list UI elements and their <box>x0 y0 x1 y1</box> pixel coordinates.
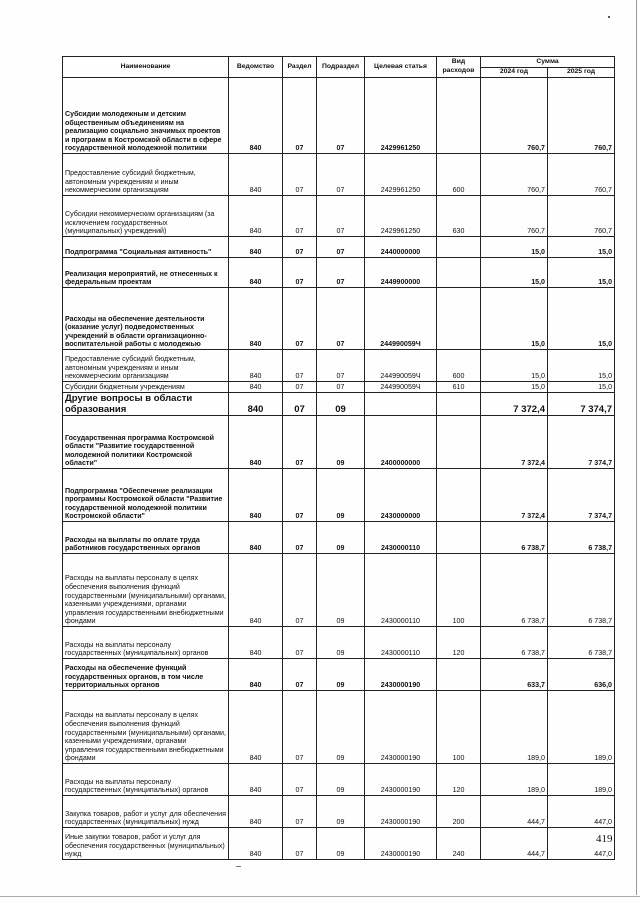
table-row <box>63 796 615 828</box>
row-target: 244990059Ч <box>365 350 437 382</box>
row-kind <box>437 78 481 154</box>
row-name: Расходы на выплаты персоналу в целях обеспечения выполнения функций государственными (муниципальными) органами, казенными учреждениями, органами управления государственными внебюджетными фондами <box>63 691 229 764</box>
header-year-2025: 2025 год <box>548 68 615 78</box>
row-name: Расходы на выплаты по оплате труда работников государственных органов <box>63 522 229 554</box>
table-row <box>63 659 615 691</box>
row-target: 244990059Ч <box>365 382 437 393</box>
table-row <box>63 258 615 288</box>
row-sum-2024: 6 738,7 <box>481 627 548 659</box>
row-dept: 840 <box>229 627 283 659</box>
header-year-2024: 2024 год <box>481 68 548 78</box>
row-dept: 840 <box>229 796 283 828</box>
row-dept: 840 <box>229 154 283 196</box>
row-sum-2024: 15,0 <box>481 350 548 382</box>
row-sum-2024: 760,7 <box>481 78 548 154</box>
row-dept: 840 <box>229 554 283 627</box>
row-dept: 840 <box>229 691 283 764</box>
header-section: Раздел <box>283 57 317 78</box>
row-kind: 100 <box>437 691 481 764</box>
row-sum-2024: 189,0 <box>481 764 548 796</box>
row-subsection: 07 <box>317 258 365 288</box>
row-target: 2430000190 <box>365 796 437 828</box>
row-kind: 100 <box>437 554 481 627</box>
header-dept: Ведомство <box>229 57 283 78</box>
row-kind: 600 <box>437 154 481 196</box>
table-row <box>63 627 615 659</box>
row-target: 2430000110 <box>365 554 437 627</box>
row-sum-2024: 15,0 <box>481 288 548 350</box>
row-section: 07 <box>283 350 317 382</box>
row-dept: 840 <box>229 469 283 522</box>
row-target: 2430000000 <box>365 469 437 522</box>
row-section: 07 <box>283 237 317 258</box>
table-row <box>63 691 615 764</box>
table-row <box>63 416 615 469</box>
row-section: 07 <box>283 627 317 659</box>
row-dept: 840 <box>229 237 283 258</box>
row-section: 07 <box>283 554 317 627</box>
header-subsection: Подраздел <box>317 57 365 78</box>
row-target: 2430000190 <box>365 691 437 764</box>
row-target: 2429961250 <box>365 78 437 154</box>
scan-mark <box>236 866 241 867</box>
row-sum-2024: 7 372,4 <box>481 393 548 416</box>
table-row <box>63 237 615 258</box>
row-sum-2025: 15,0 <box>548 237 615 258</box>
row-sum-2024: 7 372,4 <box>481 416 548 469</box>
row-name: Закупка товаров, работ и услуг для обеспечения государственных (муниципальных) нужд <box>63 796 229 828</box>
row-sum-2025: 15,0 <box>548 350 615 382</box>
row-target: 2400000000 <box>365 416 437 469</box>
row-target: 244990059Ч <box>365 288 437 350</box>
table-row <box>63 78 615 154</box>
row-section: 07 <box>283 828 317 860</box>
row-sum-2024: 189,0 <box>481 691 548 764</box>
row-sum-2025: 760,7 <box>548 196 615 237</box>
row-dept: 840 <box>229 196 283 237</box>
row-section: 07 <box>283 288 317 350</box>
page-number: 419 <box>596 833 613 845</box>
row-section: 07 <box>283 258 317 288</box>
row-name: Подпрограмма "Социальная активность" <box>63 237 229 258</box>
row-section: 07 <box>283 382 317 393</box>
row-name: Расходы на обеспечение функций государственных органов, в том числе территориальных органов <box>63 659 229 691</box>
row-name: Иные закупки товаров, работ и услуг для обеспечения государственных (муниципальных) нужд <box>63 828 229 860</box>
row-dept: 840 <box>229 522 283 554</box>
row-sum-2024: 15,0 <box>481 382 548 393</box>
row-target: 2429961250 <box>365 196 437 237</box>
row-subsection: 09 <box>317 416 365 469</box>
row-kind <box>437 393 481 416</box>
row-sum-2024: 633,7 <box>481 659 548 691</box>
row-sum-2025: 760,7 <box>548 78 615 154</box>
row-sum-2024: 15,0 <box>481 258 548 288</box>
row-name: Государственная программа Костромской области "Развитие государственной молодежной политики Костромской области" <box>63 416 229 469</box>
table-row <box>63 382 615 393</box>
row-sum-2024: 7 372,4 <box>481 469 548 522</box>
row-subsection: 07 <box>317 288 365 350</box>
row-section: 07 <box>283 154 317 196</box>
row-sum-2025: 447,0 <box>548 828 615 860</box>
row-target: 2430000110 <box>365 627 437 659</box>
row-name: Расходы на выплаты персоналу в целях обеспечения выполнения функций государственными (муниципальными) органами, казенными учреждениями, органами управления государственными внебюджетными фондами <box>63 554 229 627</box>
row-kind: 120 <box>437 764 481 796</box>
row-sum-2025: 7 374,7 <box>548 393 615 416</box>
row-section: 07 <box>283 659 317 691</box>
row-kind: 600 <box>437 350 481 382</box>
row-target: 2430000190 <box>365 828 437 860</box>
row-dept: 840 <box>229 78 283 154</box>
scan-edge-bottom <box>0 896 640 897</box>
row-name: Подпрограмма "Обеспечение реализации программы Костромской области "Развитие государственной молодежной политики Костромской области" <box>63 469 229 522</box>
row-sum-2025: 7 374,7 <box>548 469 615 522</box>
row-kind <box>437 288 481 350</box>
row-name: Предоставление субсидий бюджетным, автономным учреждениям и иным некоммерческим организациям <box>63 154 229 196</box>
row-subsection: 07 <box>317 382 365 393</box>
row-sum-2025: 15,0 <box>548 258 615 288</box>
row-sum-2024: 444,7 <box>481 828 548 860</box>
row-sum-2024: 760,7 <box>481 196 548 237</box>
table-row <box>63 288 615 350</box>
row-subsection: 09 <box>317 627 365 659</box>
row-dept: 840 <box>229 288 283 350</box>
row-section: 07 <box>283 416 317 469</box>
row-sum-2025: 6 738,7 <box>548 554 615 627</box>
row-dept: 840 <box>229 416 283 469</box>
row-sum-2024: 760,7 <box>481 154 548 196</box>
table-row <box>63 350 615 382</box>
row-sum-2025: 189,0 <box>548 764 615 796</box>
row-target: 2449900000 <box>365 258 437 288</box>
row-kind: 630 <box>437 196 481 237</box>
row-name: Субсидии молодежным и детским общественным объединениям на реализацию социально значимых проектов и программ в Костромской области в сфере государственной молодежной политики <box>63 78 229 154</box>
header-sum: Сумма <box>481 57 615 68</box>
row-kind <box>437 258 481 288</box>
row-name: Реализация мероприятий, не отнесенных к федеральным проектам <box>63 258 229 288</box>
row-section: 07 <box>283 691 317 764</box>
row-subsection: 07 <box>317 154 365 196</box>
row-kind <box>437 416 481 469</box>
row-kind <box>437 522 481 554</box>
row-kind <box>437 469 481 522</box>
row-subsection: 09 <box>317 659 365 691</box>
row-section: 07 <box>283 393 317 416</box>
table-header <box>63 57 615 78</box>
header-target: Целевая статья <box>365 57 437 78</box>
budget-table <box>62 56 615 860</box>
row-target: 2430000190 <box>365 659 437 691</box>
row-name: Другие вопросы в области образования <box>63 393 229 416</box>
row-kind: 240 <box>437 828 481 860</box>
row-dept: 840 <box>229 659 283 691</box>
table-row <box>63 154 615 196</box>
row-subsection: 09 <box>317 554 365 627</box>
row-target <box>365 393 437 416</box>
row-dept: 840 <box>229 828 283 860</box>
row-subsection: 09 <box>317 522 365 554</box>
row-section: 07 <box>283 764 317 796</box>
row-subsection: 09 <box>317 469 365 522</box>
row-section: 07 <box>283 796 317 828</box>
row-sum-2024: 15,0 <box>481 237 548 258</box>
table-row <box>63 764 615 796</box>
row-sum-2025: 760,7 <box>548 154 615 196</box>
row-section: 07 <box>283 196 317 237</box>
row-sum-2025: 6 738,7 <box>548 627 615 659</box>
table-row <box>63 828 615 860</box>
table-body <box>63 78 615 860</box>
row-dept: 840 <box>229 393 283 416</box>
row-sum-2025: 15,0 <box>548 288 615 350</box>
header-kind: Вид расходов <box>437 57 481 78</box>
row-name: Предоставление субсидий бюджетным, автономным учреждениям и иным некоммерческим организациям <box>63 350 229 382</box>
row-section: 07 <box>283 78 317 154</box>
row-sum-2025: 7 374,7 <box>548 416 615 469</box>
scan-edge-right <box>636 0 637 895</box>
table-row <box>63 393 615 416</box>
row-subsection: 09 <box>317 828 365 860</box>
row-name: Расходы на выплаты персоналу государственных (муниципальных) органов <box>63 627 229 659</box>
row-name: Расходы на выплаты персоналу государственных (муниципальных) органов <box>63 764 229 796</box>
row-dept: 840 <box>229 258 283 288</box>
row-subsection: 07 <box>317 350 365 382</box>
row-sum-2025: 15,0 <box>548 382 615 393</box>
row-name: Субсидии некоммерческим организациям (за исключением государственных (муниципальных) учреждений) <box>63 196 229 237</box>
row-sum-2025: 6 738,7 <box>548 522 615 554</box>
row-subsection: 07 <box>317 196 365 237</box>
row-kind: 200 <box>437 796 481 828</box>
row-name: Расходы на обеспечение деятельности (оказание услуг) подведомственных учреждений в области организационно-воспитательной работы с молодежью <box>63 288 229 350</box>
row-kind <box>437 659 481 691</box>
row-subsection: 07 <box>317 78 365 154</box>
table-row <box>63 196 615 237</box>
row-subsection: 09 <box>317 691 365 764</box>
row-subsection: 09 <box>317 393 365 416</box>
row-sum-2025: 636,0 <box>548 659 615 691</box>
scan-speck <box>608 16 610 18</box>
row-target: 2429961250 <box>365 154 437 196</box>
row-subsection: 09 <box>317 764 365 796</box>
row-name: Субсидии бюджетным учреждениям <box>63 382 229 393</box>
row-kind: 120 <box>437 627 481 659</box>
row-dept: 840 <box>229 382 283 393</box>
row-kind <box>437 237 481 258</box>
row-sum-2024: 6 738,7 <box>481 554 548 627</box>
row-section: 07 <box>283 469 317 522</box>
row-sum-2025: 189,0 <box>548 691 615 764</box>
row-section: 07 <box>283 522 317 554</box>
table-row <box>63 469 615 522</box>
row-subsection: 07 <box>317 237 365 258</box>
table-row <box>63 554 615 627</box>
table-row <box>63 522 615 554</box>
row-subsection: 09 <box>317 796 365 828</box>
header-name: Наименование <box>63 57 229 78</box>
row-kind: 610 <box>437 382 481 393</box>
row-target: 2440000000 <box>365 237 437 258</box>
row-target: 2430000110 <box>365 522 437 554</box>
row-dept: 840 <box>229 764 283 796</box>
row-target: 2430000190 <box>365 764 437 796</box>
row-sum-2024: 6 738,7 <box>481 522 548 554</box>
row-dept: 840 <box>229 350 283 382</box>
row-sum-2024: 444,7 <box>481 796 548 828</box>
row-sum-2025: 447,0 <box>548 796 615 828</box>
